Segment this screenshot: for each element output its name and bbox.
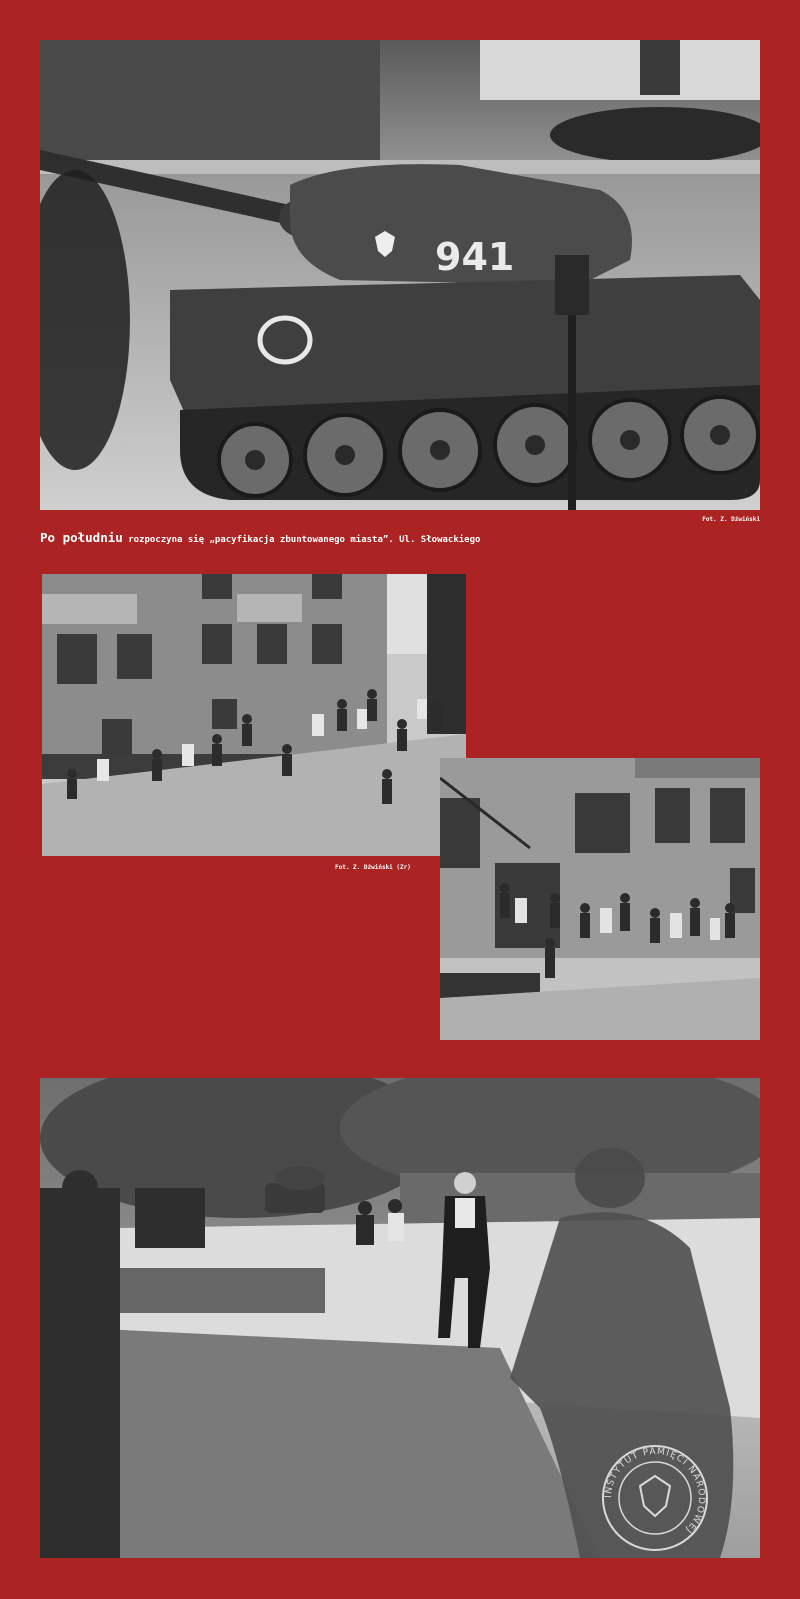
photo-credit-2: Fot. Z. Dźwiński (Zr) xyxy=(335,864,411,871)
svg-text:INSTYTUT PAMIĘCI NARODOWEJ: INSTYTUT PAMIĘCI NARODOWEJ xyxy=(603,1446,707,1536)
photo-crowd-street xyxy=(42,574,466,856)
tank-number: 941 xyxy=(435,235,515,279)
caption xyxy=(40,530,480,545)
caption-text: rozpoczyna się „pacyfikacja zbuntowanego miasta”. Ul. Słowackiego xyxy=(122,535,481,545)
photo-tank xyxy=(40,40,760,510)
photo-crowd-doorway xyxy=(440,758,760,1040)
caption-lead: Po południu xyxy=(40,530,123,545)
photo-running-people xyxy=(40,1078,760,1558)
photo-credit: Fot. Z. Dźwiński xyxy=(702,516,760,523)
